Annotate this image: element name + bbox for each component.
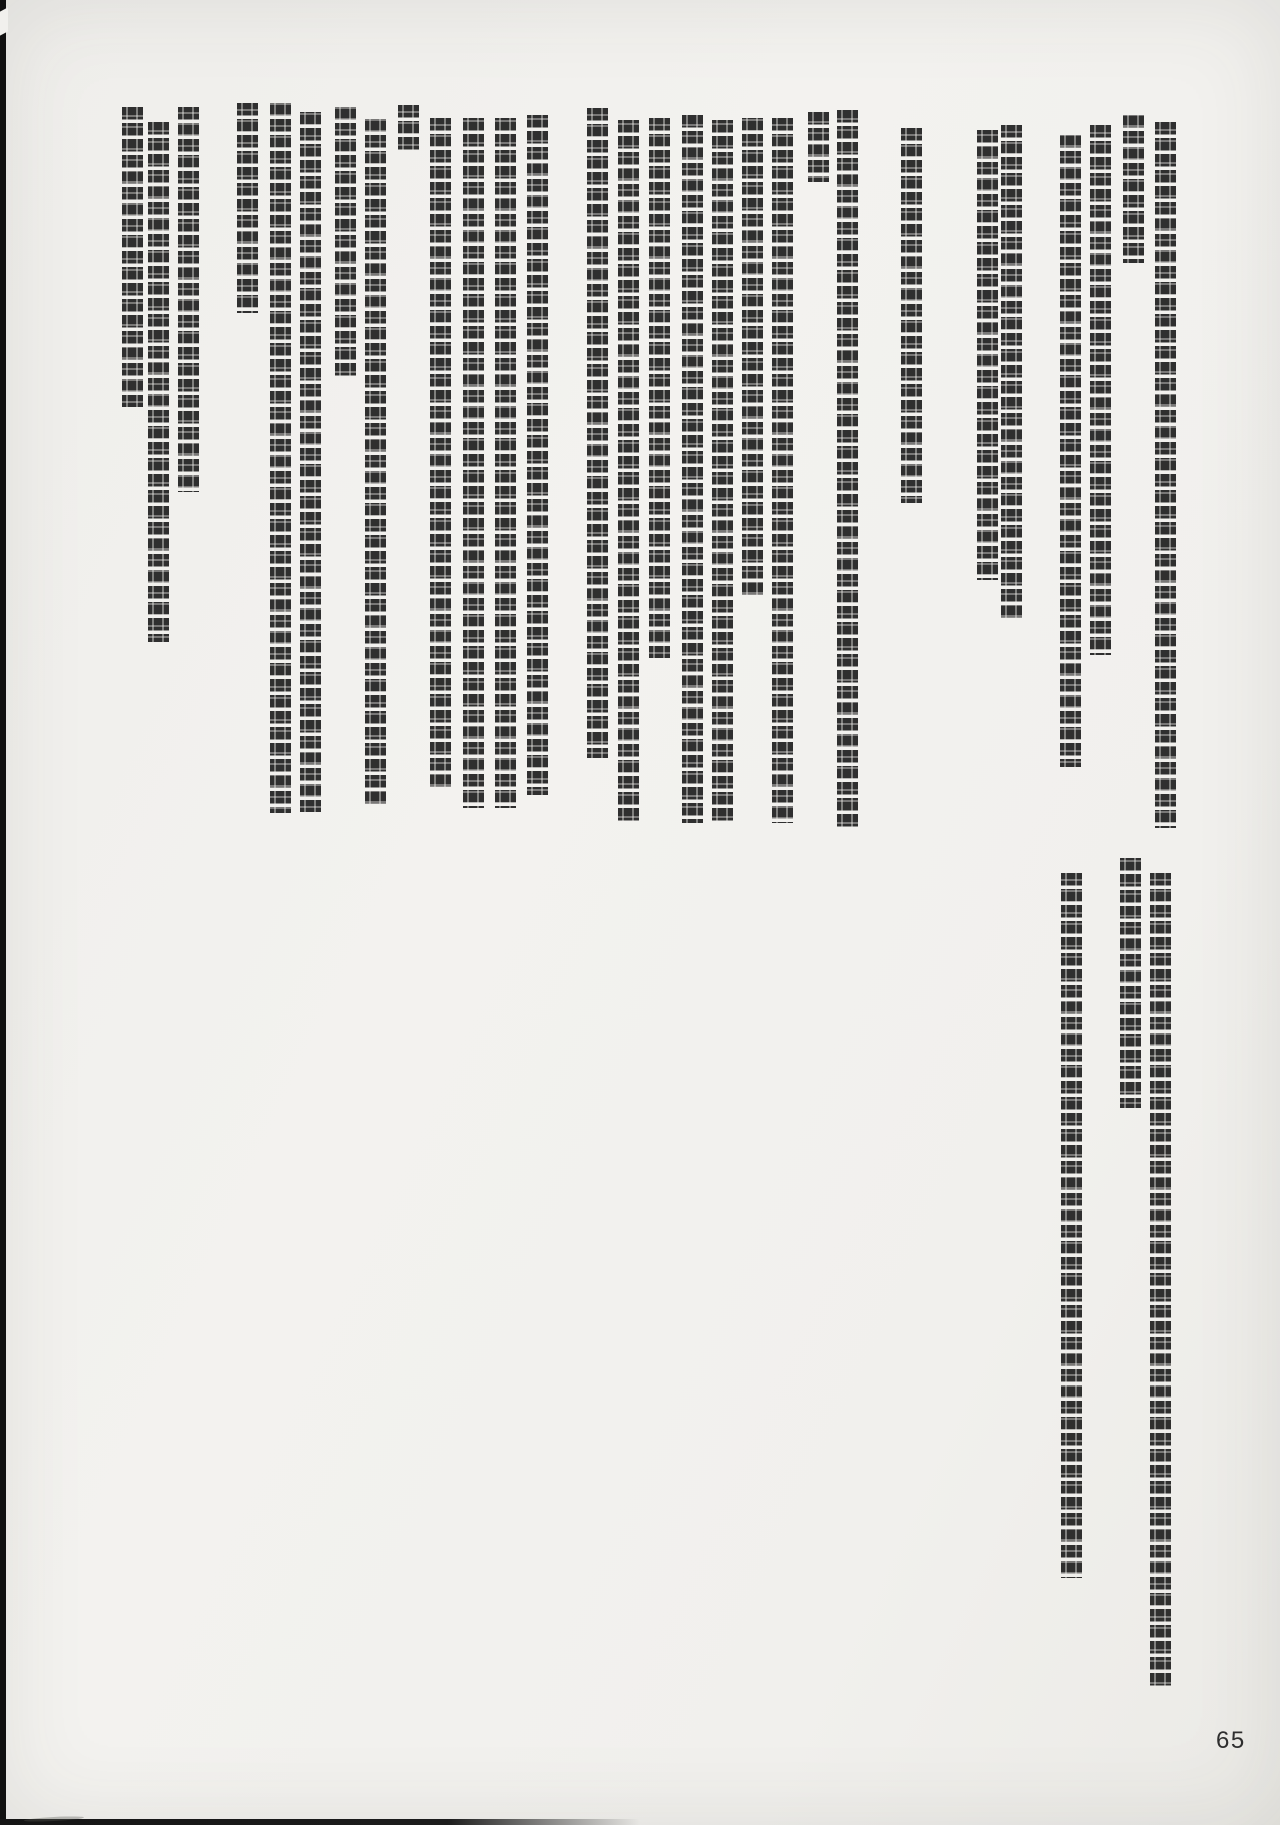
text-column xyxy=(1120,858,1141,1108)
page-number: 65 xyxy=(1216,1727,1246,1754)
text-column xyxy=(1150,873,1171,1688)
text-column xyxy=(1061,873,1082,1578)
